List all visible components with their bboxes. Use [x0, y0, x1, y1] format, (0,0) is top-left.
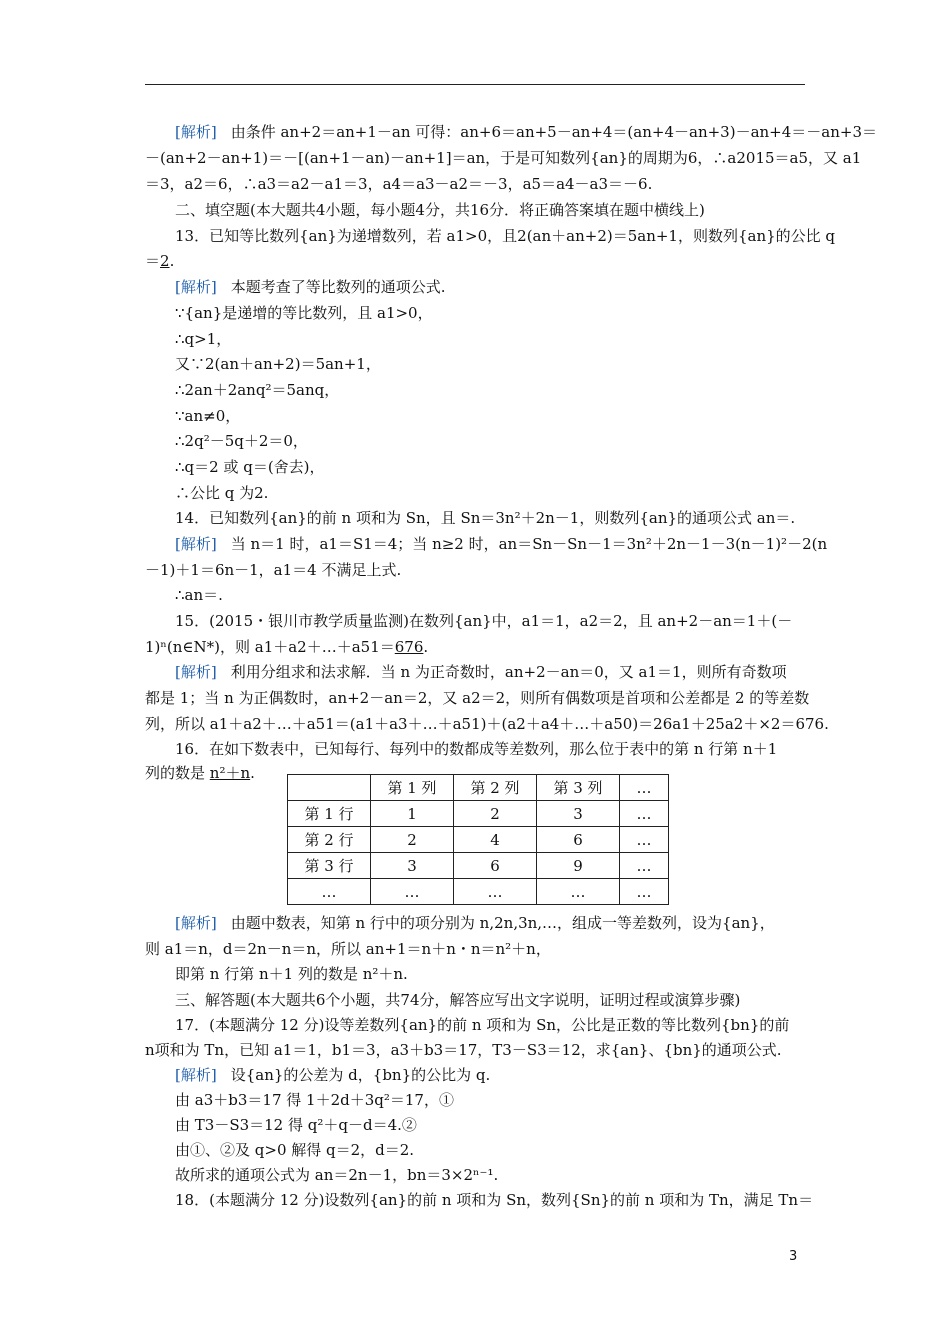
q13-solution-line-7: ∴2q²－5q＋2＝0， — [175, 432, 308, 450]
table-cell: 3 — [537, 801, 620, 827]
q17-solution-line-5: 故所求的通项公式为 an＝2n－1，bn＝3×2ⁿ⁻¹. — [175, 1166, 499, 1184]
q15-solution-line-2: 都是 1；当 n 为正偶数时，an+2－an＝2，又 a2＝2，则所有偶数项是首项和公差都是 2 的等差数 — [145, 689, 810, 707]
solution-tag: [解析] — [175, 123, 217, 141]
table-cell: … — [620, 827, 669, 853]
q16-solution-line-2: 则 a1＝n，d＝2n－n＝n，所以 an+1＝n＋n・n＝n²＋n， — [145, 940, 551, 958]
q13-stem-line-1: 13．已知等比数列{an}为递增数列，若 a1>0，且2(an＋an+2)＝5an+1，则数列{an}的公比 q — [175, 227, 836, 245]
q13-answer: 2 — [160, 252, 170, 270]
q12-solution-line-1: [解析] 由条件 an+2＝an+1－an 可得：an+6＝an+5－an+4＝(an+4－an+3)－an+4＝－an+3＝ — [175, 123, 878, 141]
q13-solution-line-8: ∴q＝2 或 q＝(舍去)， — [175, 458, 325, 476]
q16-solution-line-3: 即第 n 行第 n＋1 列的数是 n²＋n. — [175, 965, 408, 983]
q15-solution-line-1: [解析] 利用分组求和法求解．当 n 为正奇数时，an+2－an＝0，又 a1＝1，则所有奇数项 — [175, 663, 787, 681]
table-row — [288, 853, 669, 879]
table-header-cell — [288, 775, 371, 801]
table-cell: 6 — [537, 827, 620, 853]
table-cell: 2 — [371, 827, 454, 853]
table-cell: 1 — [371, 801, 454, 827]
q16-stem-line-1: 16．在如下数表中，已知每行、每列中的数都成等差数列，那么位于表中的第 n 行第 n＋1 — [175, 740, 778, 758]
q14-stem: 14．已知数列{an}的前 n 项和为 Sn，且 Sn＝3n²＋2n－1，则数列{an}的通项公式 an＝. — [175, 509, 796, 527]
table-cell: … — [620, 801, 669, 827]
table-cell: … — [620, 879, 669, 905]
solution-tag: [解析] — [175, 914, 217, 932]
q12-solution-line-3: ＝3，a2＝6，∴a3＝a2－a1＝3，a4＝a3－a2＝－3，a5＝a4－a3＝－6. — [145, 175, 653, 193]
table-row — [288, 827, 669, 853]
solution-tag: [解析] — [175, 535, 217, 553]
table-cell: 9 — [537, 853, 620, 879]
number-table — [287, 774, 669, 905]
q13-solution-line-4: 又∵2(an＋an+2)＝5an+1， — [175, 355, 381, 373]
q15-answer: 676 — [394, 638, 424, 656]
q13-solution-line-1: [解析] 本题考查了等比数列的通项公式. — [175, 278, 446, 296]
q14-solution-line-2: －1)＋1＝6n－1，a1＝4 不满足上式. — [145, 561, 402, 579]
table-header-cell: 第 1 列 — [371, 775, 454, 801]
q12-solution-line-2: －(an+2－an+1)＝－[(an+1－an)－an+1]＝an，于是可知数列{an}的周期为6，∴a2015＝a5，又 a1 — [145, 149, 862, 167]
q13-stem-line-2: ＝2. — [145, 252, 175, 270]
q13-solution-line-3: ∴q>1， — [175, 330, 232, 348]
q15-stem-line-2: 1)ⁿ(n∈N*)，则 a1＋a2＋…＋a51＝676. — [145, 638, 429, 656]
section-3-heading: 三、解答题(本大题共6个小题，共74分，解答应写出文字说明，证明过程或演算步骤) — [175, 991, 741, 1009]
q17-solution-line-4: 由①、②及 q>0 解得 q＝2，d＝2. — [175, 1141, 415, 1159]
page-number: 3 — [789, 1249, 798, 1264]
q17-solution-line-3: 由 T3－S3＝12 得 q²＋q－d＝4.② — [175, 1116, 417, 1134]
q13-solution-line-9: ∴公比 q 为2. — [175, 484, 269, 502]
solution-tag: [解析] — [175, 1066, 217, 1084]
q14-solution-line-3: ∴an＝. — [175, 586, 223, 604]
q13-solution-line-2: ∵{an}是递增的等比数列，且 a1>0， — [175, 304, 433, 322]
solution-tag: [解析] — [175, 663, 217, 681]
table-cell: … — [620, 853, 669, 879]
table-header-cell: 第 3 列 — [537, 775, 620, 801]
q14-solution-line-1: [解析] 当 n＝1 时，a1＝S1＝4；当 n≥2 时，an＝Sn－Sn－1＝3n²＋2n－1－3(n－1)²－2(n — [175, 535, 828, 553]
section-2-heading: 二、填空题(本大题共4小题，每小题4分，共16分．将正确答案填在题中横线上) — [175, 201, 705, 219]
q13-solution-line-6: ∵an≠0， — [175, 407, 241, 425]
header-rule — [145, 84, 805, 85]
table-cell: 4 — [454, 827, 537, 853]
table-cell: 2 — [454, 801, 537, 827]
table-cell: … — [454, 879, 537, 905]
q16-solution-line-1: [解析] 由题中数表，知第 n 行中的项分别为 n,2n,3n,…，组成一等差数列，设为{an}， — [175, 914, 775, 932]
table-cell: … — [288, 879, 371, 905]
q17-solution-line-1: [解析] 设{an}的公差为 d，{bn}的公比为 q. — [175, 1066, 491, 1084]
solution-tag: [解析] — [175, 278, 217, 296]
table-header-cell: … — [620, 775, 669, 801]
q17-stem-line-2: n项和为 Tn，已知 a1＝1，b1＝3，a3＋b3＝17，T3－S3＝12，求{an}、{bn}的通项公式. — [145, 1041, 782, 1059]
q17-solution-line-2: 由 a3＋b3＝17 得 1＋2d＋3q²＝17，① — [175, 1091, 454, 1109]
table-cell: 3 — [371, 853, 454, 879]
table-header-cell: 第 2 列 — [454, 775, 537, 801]
q15-stem-line-1: 15．(2015・银川市教学质量监测)在数列{an}中，a1＝1，a2＝2，且 an+2－an＝1＋(－ — [175, 612, 793, 630]
table-cell: 第 1 行 — [288, 801, 371, 827]
q13-solution-line-5: ∴2an＋2anq²＝5anq， — [175, 381, 340, 399]
table-row — [288, 879, 669, 905]
q18-stem-line-1: 18．(本题满分 12 分)设数列{an}的前 n 项和为 Sn，数列{Sn}的前 n 项和为 Tn，满足 Tn＝ — [175, 1191, 814, 1209]
q16-answer: n²＋n — [209, 764, 251, 782]
table-row — [288, 801, 669, 827]
q17-stem-line-1: 17．(本题满分 12 分)设等差数列{an}的前 n 项和为 Sn，公比是正数的等比数列{bn}的前 — [175, 1016, 790, 1034]
table-cell: … — [537, 879, 620, 905]
table-cell: … — [371, 879, 454, 905]
table-cell: 6 — [454, 853, 537, 879]
table-cell: 第 2 行 — [288, 827, 371, 853]
table-cell: 第 3 行 — [288, 853, 371, 879]
table-header-row — [288, 775, 669, 801]
q15-solution-line-3: 列，所以 a1＋a2＋…＋a51＝(a1＋a3＋…＋a51)＋(a2＋a4＋…＋a50)＝26a1＋25a2＋×2＝676. — [145, 715, 829, 733]
q16-stem-line-2: 列的数是 n²＋n. — [145, 764, 255, 782]
